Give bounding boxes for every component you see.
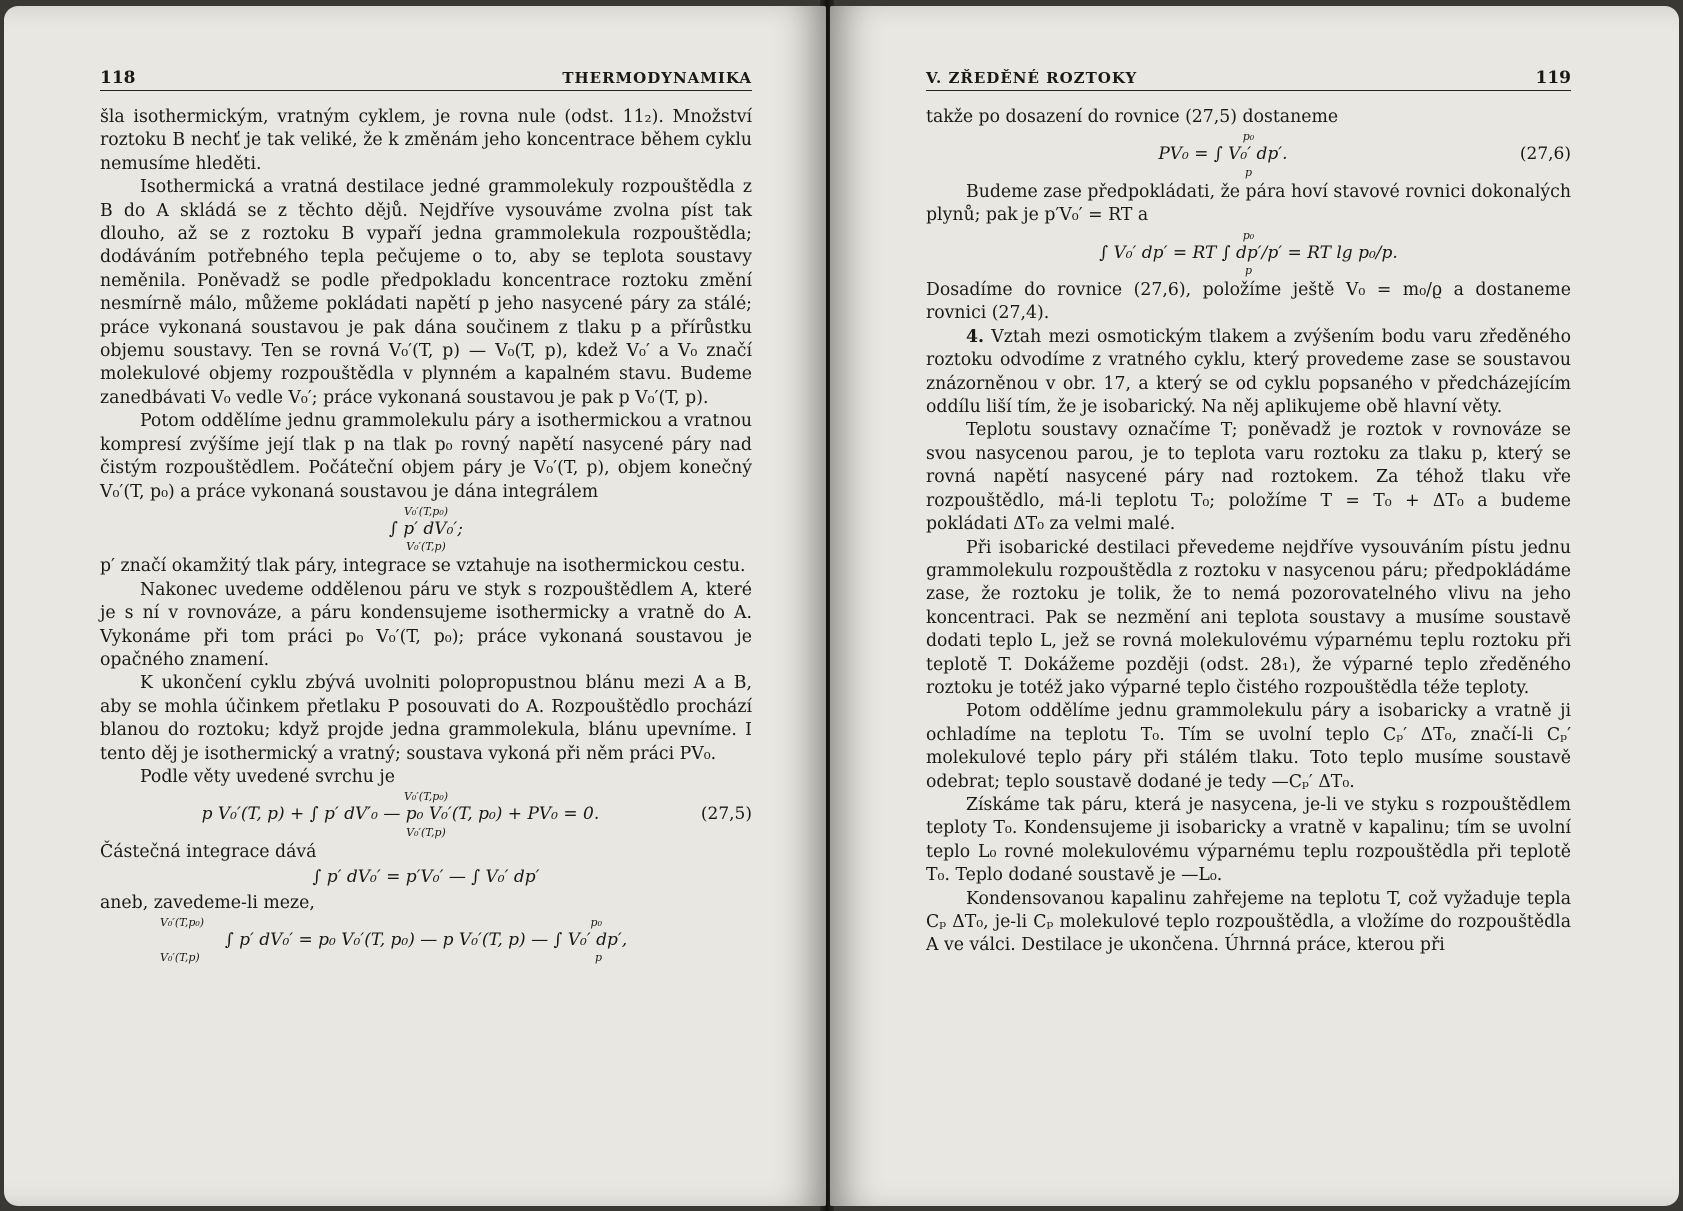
- paragraph: Dosadíme do rovnice (27,6), položíme ještě V₀ = m₀/ϱ a dostaneme rovnici (27,4).: [926, 280, 1571, 324]
- integral-upper-limit: p₀: [1242, 228, 1255, 242]
- paragraph: Kondensovanou kapalinu zahřejeme na teplotu T, což vyžaduje tepla Cₚ ΔT₀, je-li Cₚ molekulové teplo rozpouštědla, a vložíme do rozpouštědla A ve válci. Destilace je ukončena. Úhrnná práce, kterou při: [926, 888, 1571, 956]
- equation-27-5: [100, 791, 752, 838]
- page-number: 119: [1535, 68, 1571, 88]
- integral-lower-limit: V₀′(T,p): [406, 540, 446, 554]
- equation-text: ∫ V₀′ dp′ = RT ∫ dp′/p′ = RT lg p₀/p.: [1099, 242, 1398, 263]
- equation-text: PV₀ = ∫ V₀′ dp′.: [1158, 144, 1288, 165]
- right-page-header: [926, 68, 1571, 91]
- equation-number: (27,6): [1519, 144, 1571, 165]
- paragraph: Nakonec uvedeme oddělenou páru ve styk s rozpouštědlem A, které je s ní v rovnováze, a páru kondensujeme isothermicky a vratně do A. Vykonáme při tom práci p₀ V₀′(T, p₀); práce vykonaná soustavou je opačného znamení.: [100, 579, 752, 670]
- integral-lower-limit: V₀′(T,p): [160, 951, 200, 965]
- integral-lower-limit: p: [594, 951, 602, 965]
- left-page-body: [100, 106, 752, 966]
- paragraph-text: Vztah mezi osmotickým tlakem a zvýšením bodu varu zředěného roztoku odvodíme z vratného cyklu, který provedeme zase se soustavou znázorněnou v obr. 17, a který se od cyklu popsaného v předcházejícím oddílu liší tím, že je isobarický. Na něj aplikujeme obě hlavní věty.: [926, 326, 1571, 418]
- equation-text: ∫ p′ dV₀′ = p′V₀′ — ∫ V₀′ dp′: [312, 867, 540, 888]
- equation-text: ∫ p′ dV₀′ = p₀ V₀′(T, p₀) — p V₀′(T, p) — ∫ V₀′ dp′,: [224, 930, 628, 950]
- equation-work-integral: [100, 506, 752, 553]
- paragraph: takže po dosazení do rovnice (27,5) dostaneme: [926, 107, 1339, 127]
- equation-27-6: [926, 131, 1571, 178]
- equation-text: ∫ p′ dV₀′;: [389, 518, 463, 539]
- paragraph: šla isothermickým, vratným cyklem, je rovna nule (odst. 11₂). Množství roztoku B nechť je tak veliké, že k změnám jeho koncentrace během cyklu nemusíme hleděti.: [100, 107, 752, 174]
- integral-lower-limit: p: [1244, 264, 1253, 278]
- paragraph: K ukončení cyklu zbývá uvolniti polopropustnou blánu mezi A a B, aby se mohla účinkem přetlaku P posouvati do A. Rozpouštědlo prochází blanou do roztoku; když projde jedna grammolekula, blánu upevníme. I tento děj je isothermický a vratný; soustava vykoná při něm práci PV₀.: [100, 673, 752, 764]
- paragraph: p′ značí okamžitý tlak páry, integrace se vztahuje na isothermickou cestu.: [100, 556, 746, 577]
- paragraph: Isothermická a vratná destilace jedné grammolekuly rozpouštědla z B do A skládá se z těchto dějů. Nejdříve vysouváme zvolna píst tak dlouho, až se z roztoku B vypaří jedna grammolekula rozpouštědla; dodáváním potřebného tepla pečujeme o to, aby se teplota soustavy neměnila. Poněvadž se podle předpokladu koncentrace roztoku změní nesmírně málo, můžeme pokládati napětí p jeho nasycené páry za stálé; práce vykonaná soustavou je pak dána součinem z tlaku p a přírůstku objemu soustavy. Ten se rovná V₀′(T, p) — V₀(T, p), kdež V₀′ a V₀ značí molekulové objemy rozpouštědla v plynném a kapalném stavu. Budeme zanedbávati V₀ vedle V₀′; práce vykonaná soustavou je pak p V₀′(T, p).: [100, 177, 752, 408]
- left-page: [4, 6, 826, 1206]
- section-number: 4.: [966, 326, 985, 347]
- paragraph: Budeme zase předpokládati, že pára hoví stavové rovnici dokonalých plynů; pak je p′V₀′ = RT a: [926, 181, 1571, 226]
- integral-upper-limit: p₀: [590, 916, 602, 929]
- right-page: [830, 6, 1679, 1206]
- paragraph: Potom oddělíme jednu grammolekulu páry a isothermickou a vratnou kompresí zvýšíme její tlak p na tlak p₀ rovný napětí nasycené páry nad čistým rozpouštědlem. Počáteční objem páry je V₀′(T, p), objem konečný V₀′(T, p₀) a práce vykonaná soustavou je dána integrálem: [100, 411, 752, 502]
- running-title: THERMODYNAMIKA: [562, 69, 752, 87]
- equation-text: p V₀′(T, p) + ∫ p′ dV′₀ — p₀ V₀′(T, p₀) + PV₀ = 0.: [201, 804, 600, 825]
- integral-upper-limit: V₀′(T,p₀): [403, 790, 449, 804]
- page-number: 118: [100, 68, 136, 88]
- equation-partial-integration: [100, 866, 752, 889]
- running-title: V. ZŘEDĚNÉ ROZTOKY: [926, 69, 1138, 87]
- integral-upper-limit: V₀′(T,p₀): [160, 916, 205, 929]
- equation-number: (27,5): [700, 804, 752, 825]
- paragraph: aneb, zavedeme-li meze,: [100, 892, 315, 913]
- paragraph: Teplotu soustavy označíme T; poněvadž je roztok v rovnováze se svou nasycenou parou, je to teplota varu roztoku za tlaku p, který se rovná napětí nasycené páry nad roztokem. Za téhož tlaku vře rozpouštědlo, má-li teplotu T₀; položíme T = T₀ + ΔT₀ a budeme pokládati ΔT₀ za velmi malé.: [926, 420, 1571, 535]
- paragraph: Potom oddělíme jednu grammolekulu páry a isobaricky a vratně ji ochladíme na teplotu T₀. Tím se uvolní teplo Cₚ′ ΔT₀, značí-li Cₚ′ molekulové teplo páry při stálém tlaku. Toto teplo musíme soustavě odebrat; teplo soustavě dodané je tedy —Cₚ′ ΔT₀.: [926, 701, 1571, 792]
- left-page-header: [100, 68, 752, 91]
- integral-upper-limit: p₀: [1242, 130, 1255, 144]
- paragraph: Získáme tak páru, která je nasycena, je-li ve styku s rozpouštědlem teploty T₀. Kondensujeme ji isobaricky a vratně v kapalinu; tím se uvolní teplo L₀ rovné molekulovému výparnému teplu rozpouštědla při teplotě T₀. Teplo dodané soustavě je —L₀.: [926, 794, 1571, 886]
- paragraph-section-4: [926, 326, 1571, 420]
- right-page-body: [926, 106, 1571, 958]
- integral-lower-limit: V₀′(T,p): [406, 825, 446, 839]
- paragraph: Při isobarické destilaci převedeme nejdříve vysouváním pístu jednu grammolekulu rozpouštědla z roztoku v nasycenou páru; předpokládáme zase, že roztoku je tolik, že to nemá pozorovatelného vlivu na jeho koncentraci. Pak se nezmění ani teplota soustavy a musíme soustavě dodati teplo L, jež se rovná molekulovému výparnému teplu roztoku při teplotě T. Dokážeme později (odst. 28₁), že výparné teplo zředěného roztoku je totéž jako výparné teplo čistého rozpouštědla téže teploty.: [926, 537, 1571, 698]
- equation-with-limits: [100, 917, 752, 964]
- integral-lower-limit: p: [1244, 165, 1253, 179]
- paragraph: Podle věty uvedené svrchu je: [140, 766, 395, 787]
- equation-ideal-gas-integral: [926, 230, 1571, 277]
- paragraph: Částečná integrace dává: [100, 841, 317, 862]
- integral-upper-limit: V₀′(T,p₀): [403, 504, 449, 518]
